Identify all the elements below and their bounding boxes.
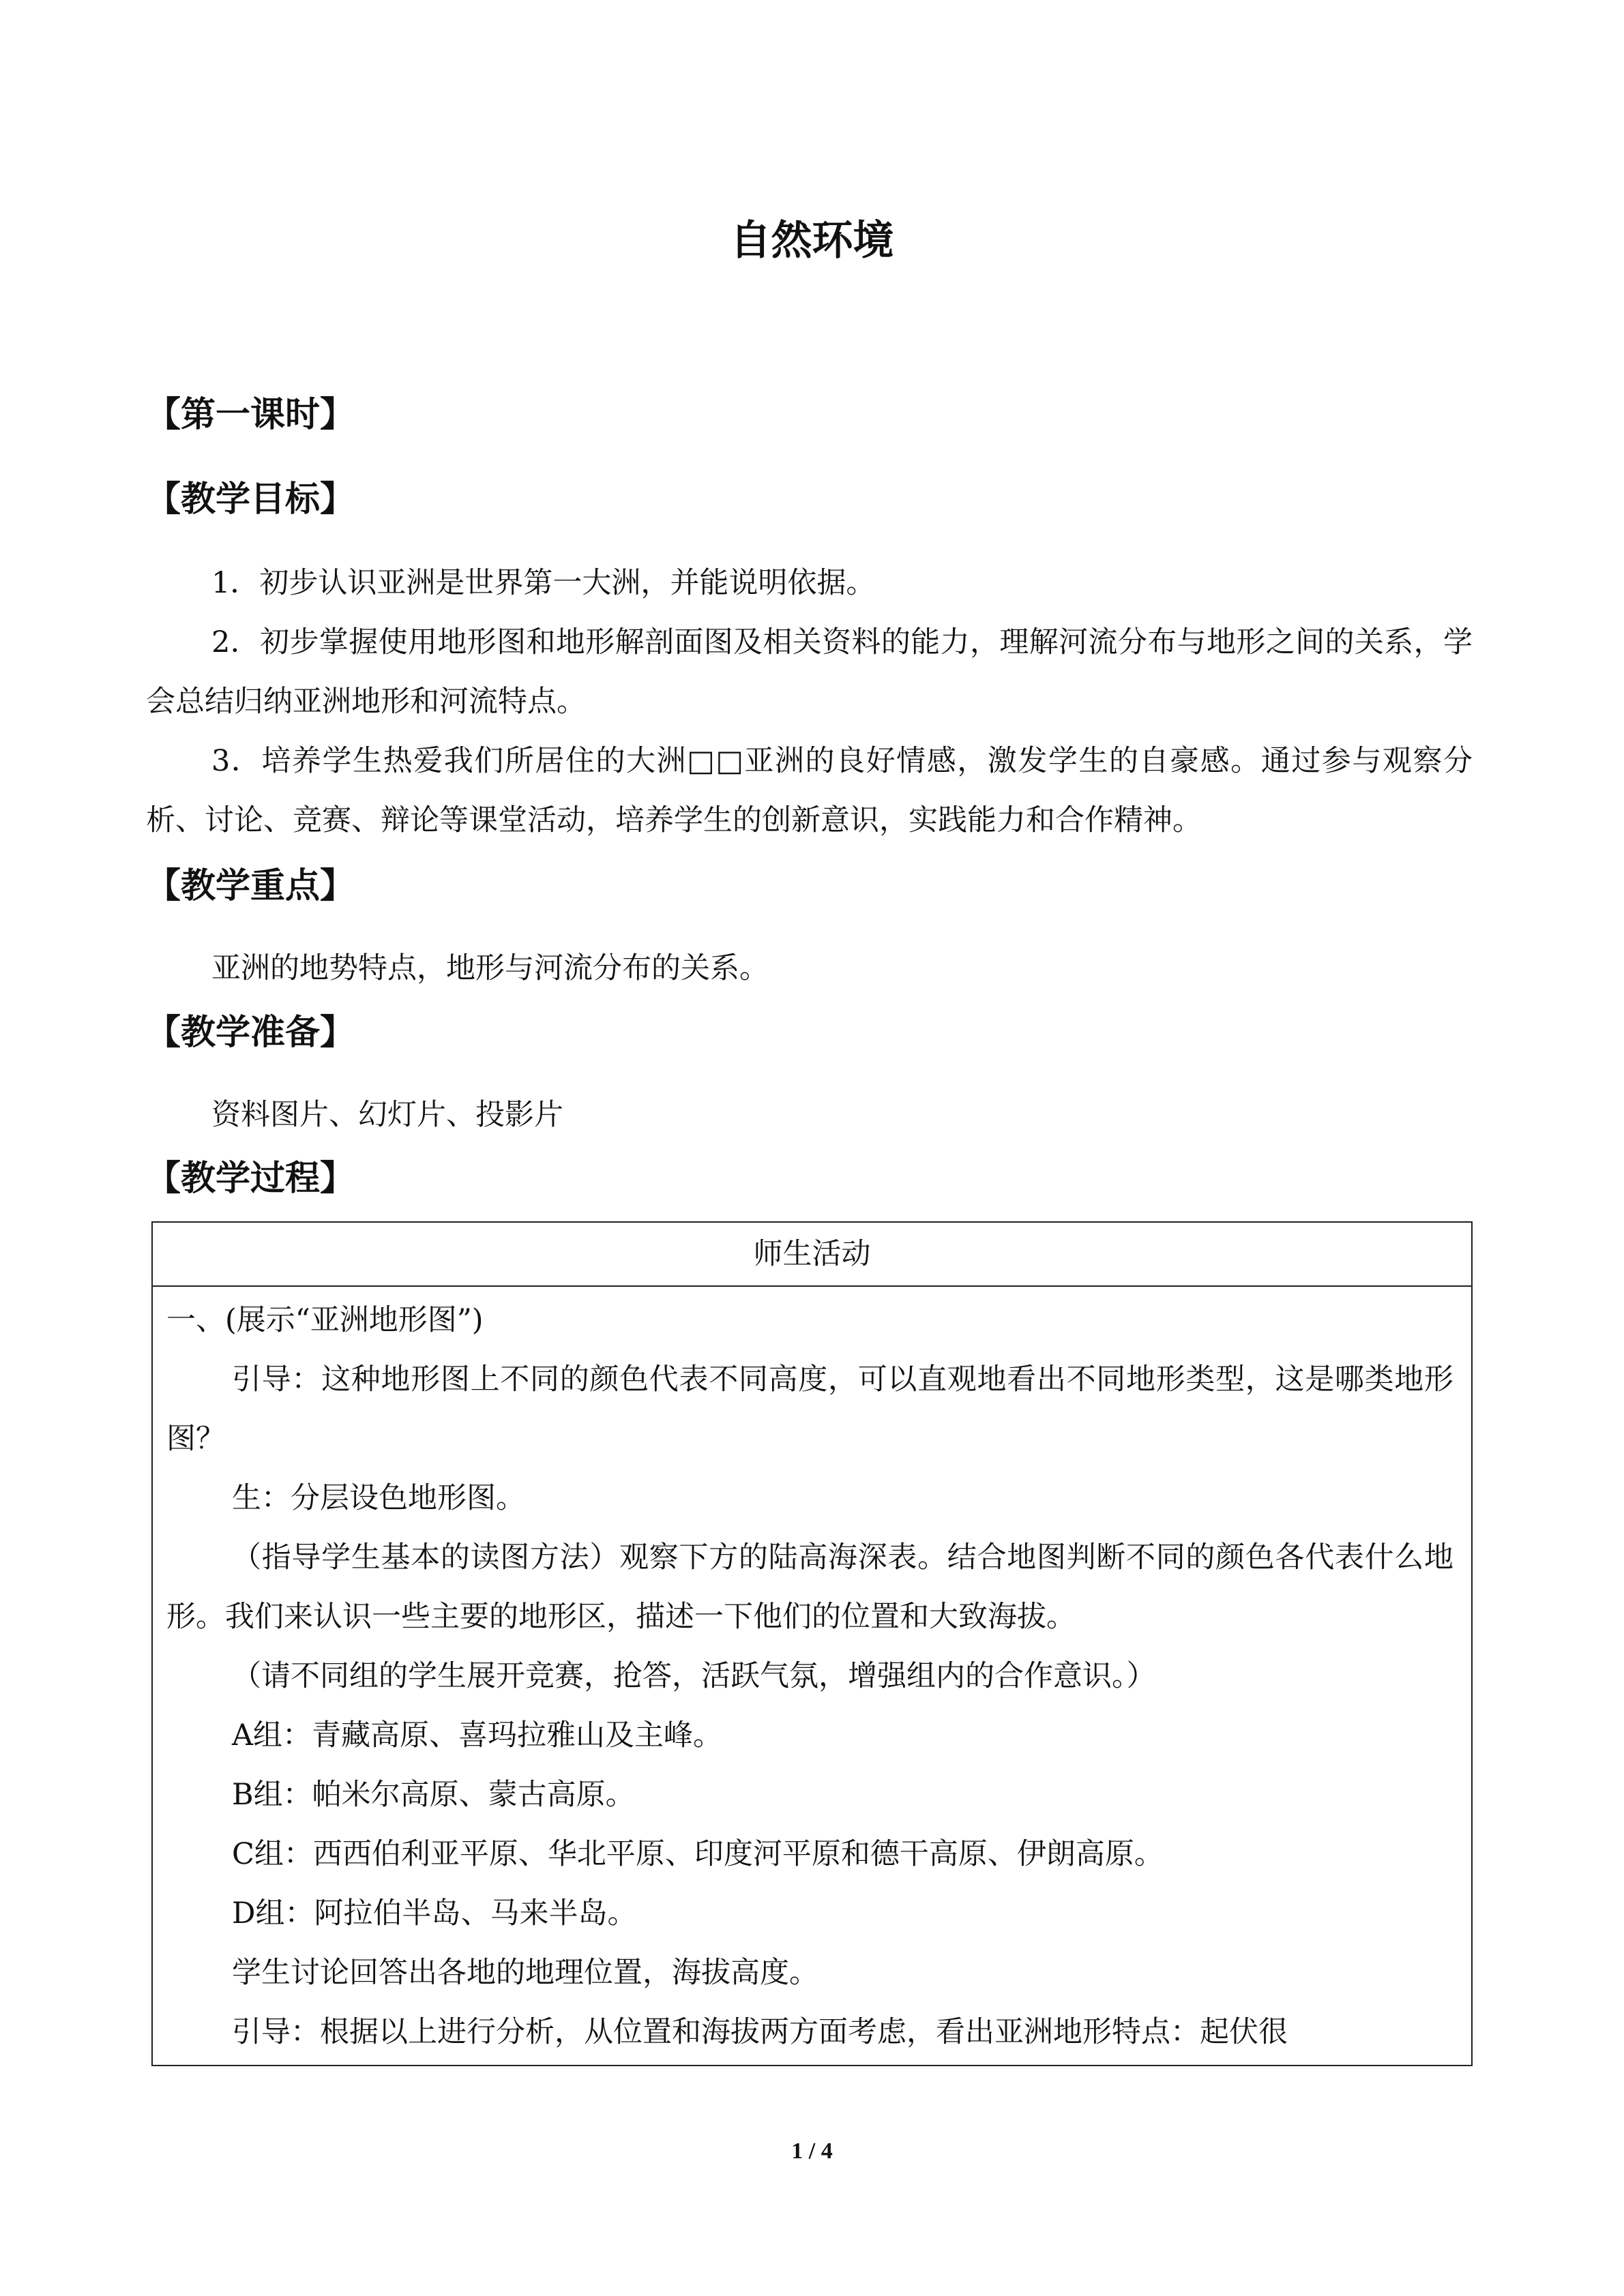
process-line: 引导：这种地形图上不同的颜色代表不同高度，可以直观地看出不同地形类型，这是哪类地形图？ xyxy=(166,1362,1453,1456)
key-points-text: 亚洲的地势特点，地形与河流分布的关系。 xyxy=(211,951,769,985)
process-line: 学生讨论回答出各地的地理位置，海拔高度。 xyxy=(232,1956,818,1990)
key-points-heading: 【教学重点】 xyxy=(146,866,355,906)
process-line: 一、(展示“亚洲地形图”) xyxy=(166,1303,484,1337)
objective-item-2: 2．初步掌握使用地形图和地形解剖面图及相关资料的能力，理解河流分布与地形之间的关系，学会总结归纳亚洲地形和河流特点。 xyxy=(146,625,1473,719)
process-line: 引导：根据以上进行分析，从位置和海拔两方面考虑，看出亚洲地形特点：起伏很 xyxy=(232,2015,1288,2049)
process-line: C组：西西伯利亚平原、华北平原、印度河平原和德干高原、伊朗高原。 xyxy=(232,1837,1164,1871)
process-table xyxy=(151,1221,1473,2066)
lesson-heading: 【第一课时】 xyxy=(146,395,355,435)
objectives-heading: 【教学目标】 xyxy=(146,479,355,520)
preparation-heading: 【教学准备】 xyxy=(146,1013,355,1053)
process-line: B组：帕米尔高原、蒙古高原。 xyxy=(232,1778,635,1812)
process-line: A组：青藏高原、喜玛拉雅山及主峰。 xyxy=(232,1718,723,1753)
process-line: 生：分层设色地形图。 xyxy=(232,1481,525,1515)
process-heading: 【教学过程】 xyxy=(146,1159,355,1199)
table-header: 师生活动 xyxy=(153,1223,1471,1287)
table-body xyxy=(153,1287,1471,2065)
process-line: （指导学生基本的读图方法）观察下方的陆高海深表。结合地图判断不同的颜色各代表什么地形。我们来认识一些主要的地形区，描述一下他们的位置和大致海拔。 xyxy=(166,1540,1453,1634)
objective-item-1: 1．初步认识亚洲是世界第一大洲，并能说明依据。 xyxy=(211,566,876,600)
process-line: （请不同组的学生展开竞赛，抢答，活跃气氛，增强组内的合作意识。） xyxy=(232,1659,1156,1693)
objective-item-3: 3．培养学生热爱我们所居住的大洲□□亚洲的良好情感，激发学生的自豪感。通过参与观察分析、讨论、竞赛、辩论等课堂活动，培养学生的创新意识，实践能力和合作精神。 xyxy=(146,744,1473,837)
preparation-text: 资料图片、幻灯片、投影片 xyxy=(211,1098,563,1132)
page-title: 自然环境 xyxy=(730,217,894,265)
page-number: 1 / 4 xyxy=(791,2138,833,2164)
process-line: D组：阿拉伯半岛、马来半岛。 xyxy=(232,1896,637,1930)
